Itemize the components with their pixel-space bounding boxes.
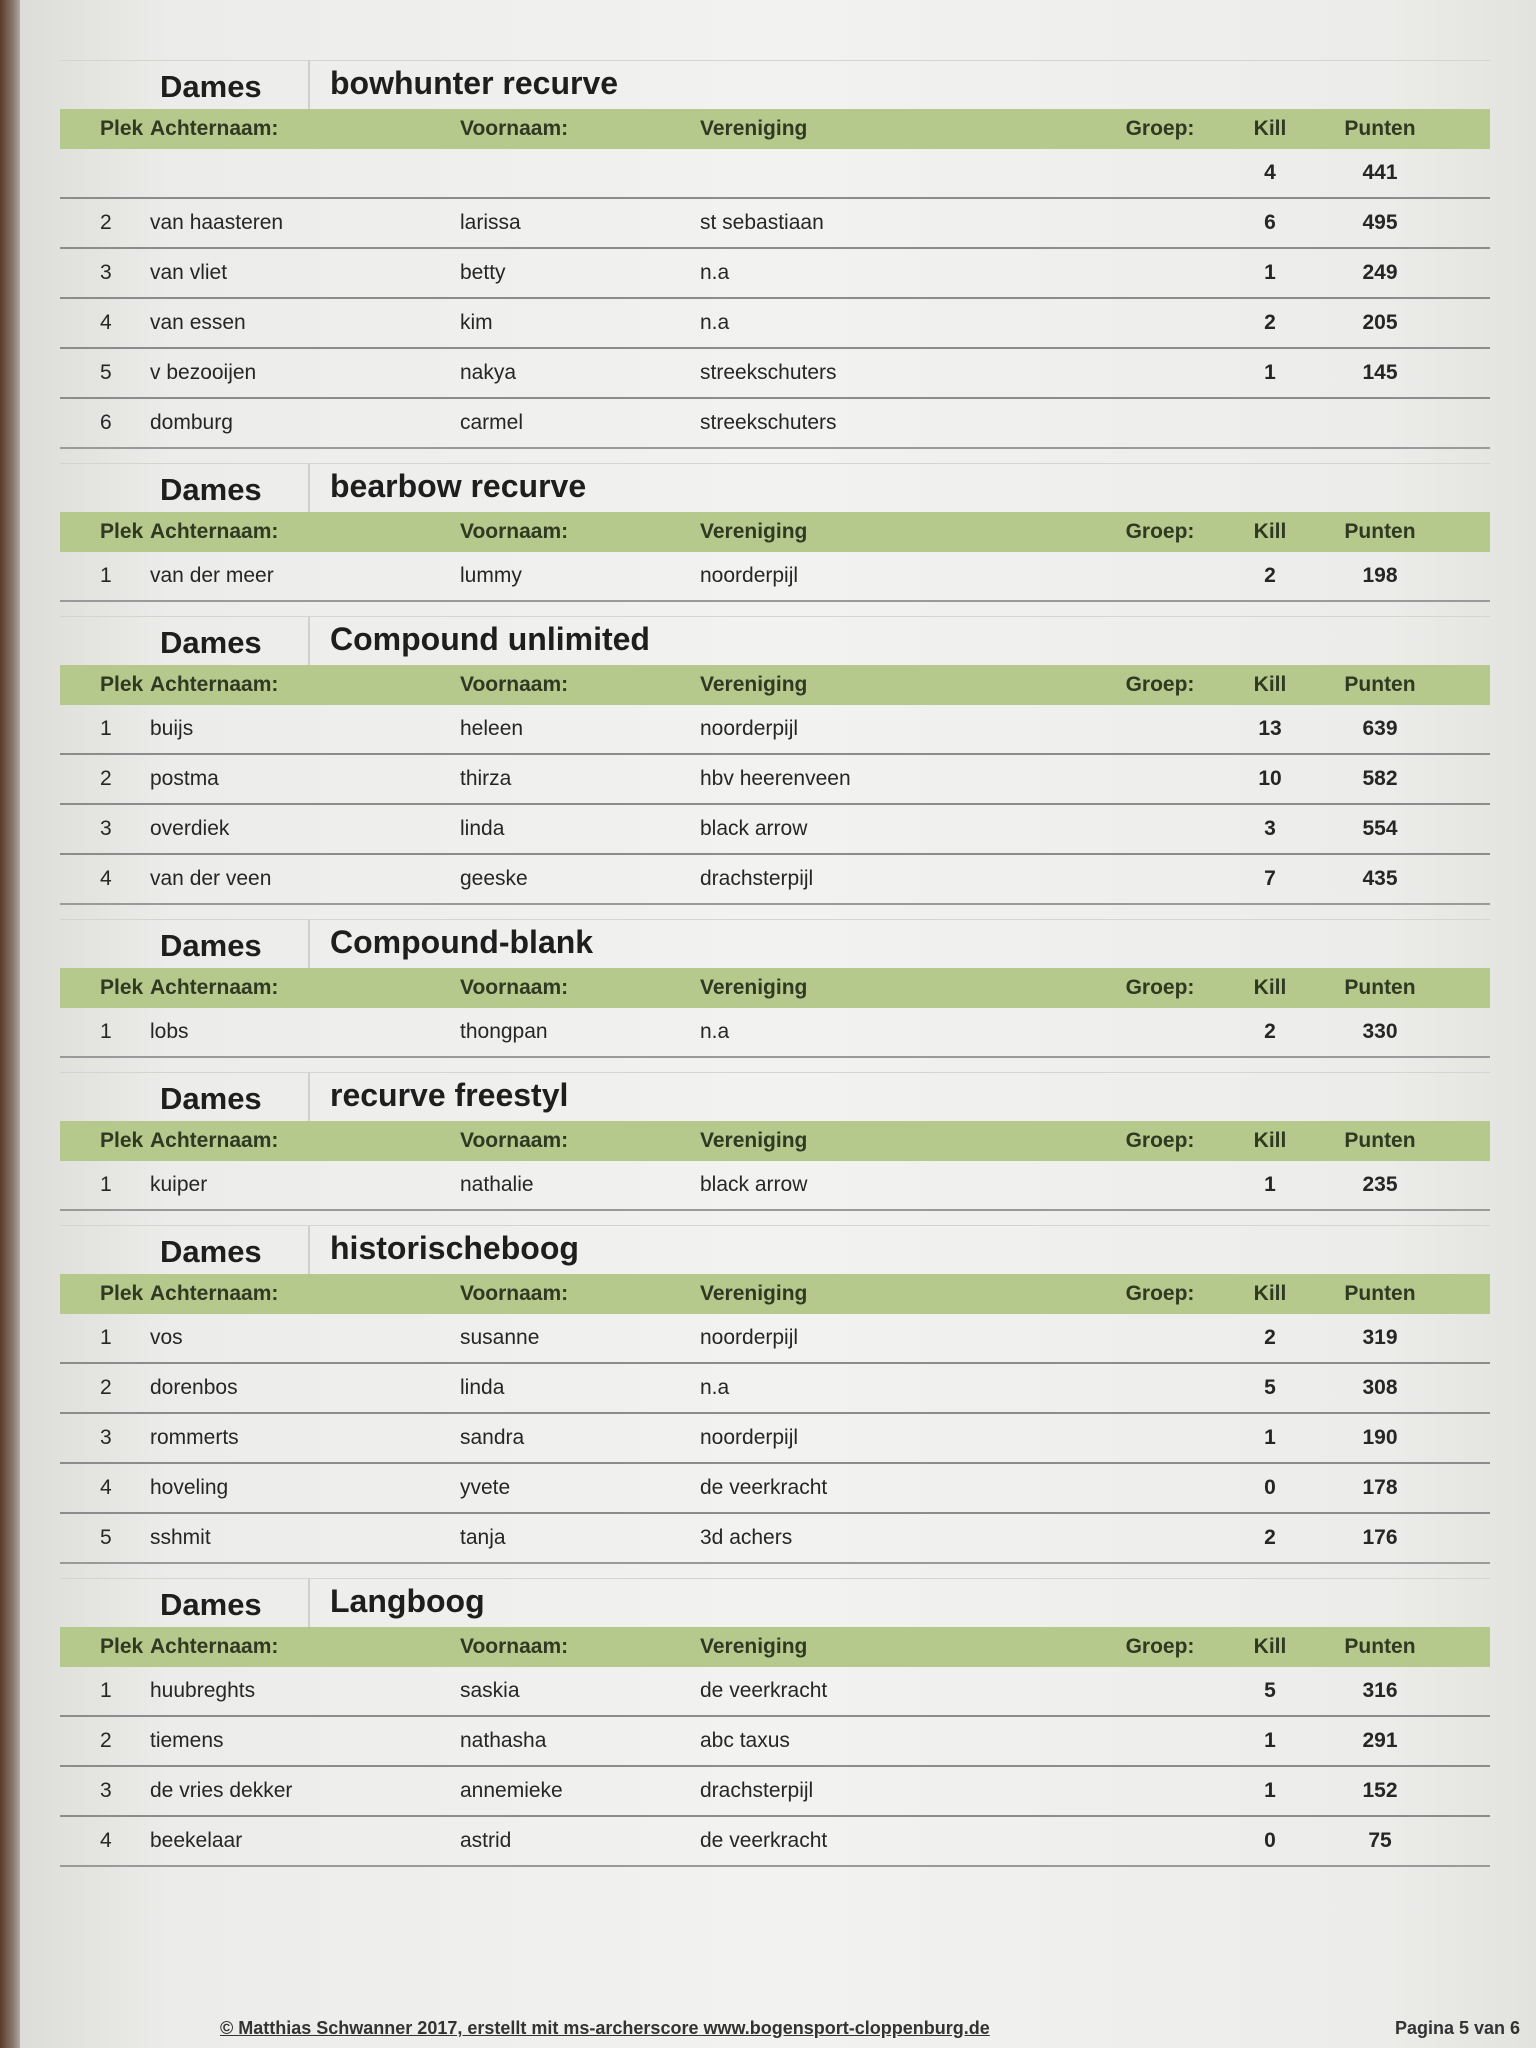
cell-kill: 2	[1264, 1526, 1276, 1549]
column-header-ach: Achternaam:	[150, 1129, 279, 1152]
cell-ver: de veerkracht	[700, 1679, 828, 1702]
column-header-groep: Groep:	[1125, 1282, 1195, 1305]
cell-kill: 2	[1264, 564, 1276, 587]
footer-copyright: © Matthias Schwanner 2017, erstellt mit ms-archerscore www.bogensport-cloppenburg.de	[220, 2018, 990, 2038]
table-row	[60, 1364, 1490, 1414]
cell-plek: 5	[100, 361, 112, 384]
cell-plek: 2	[100, 211, 112, 234]
section-title: Langboog	[330, 1583, 485, 1619]
section-gender: Dames	[60, 920, 310, 968]
table-row	[60, 1414, 1490, 1464]
column-header-voor: Voornaam:	[460, 673, 569, 696]
column-header-voor: Voornaam:	[460, 1635, 569, 1658]
cell-ver: st sebastiaan	[700, 211, 824, 234]
paper-edge	[0, 0, 22, 2048]
cell-ach: beekelaar	[150, 1829, 243, 1852]
table-row	[60, 1514, 1490, 1564]
cell-voor: lummy	[460, 564, 522, 587]
cell-ach: v bezooijen	[150, 361, 257, 384]
cell-punten: 319	[1362, 1326, 1398, 1349]
cell-kill: 2	[1264, 311, 1276, 334]
table-row	[60, 1008, 1490, 1058]
cell-voor: nathasha	[460, 1729, 547, 1752]
cell-plek: 4	[100, 1476, 112, 1499]
cell-voor: sandra	[460, 1426, 525, 1449]
cell-voor: annemieke	[460, 1779, 563, 1802]
cell-ver: noorderpijl	[700, 717, 799, 740]
cell-punten: 582	[1362, 767, 1398, 790]
cell-kill: 5	[1264, 1679, 1276, 1702]
column-header-ver: Vereniging	[700, 1635, 808, 1658]
column-header-punten: Punten	[1344, 1129, 1416, 1152]
section-gender: Dames	[60, 1073, 310, 1121]
cell-plek: 2	[100, 767, 112, 790]
cell-ach: postma	[150, 767, 219, 790]
cell-punten: 441	[1362, 161, 1398, 184]
cell-plek: 3	[100, 817, 112, 840]
cell-plek: 1	[100, 564, 112, 587]
cell-voor: nathalie	[460, 1173, 534, 1196]
cell-plek: 1	[100, 1020, 112, 1043]
column-header-ver: Vereniging	[700, 520, 808, 543]
cell-ach: huubreghts	[150, 1679, 256, 1702]
cell-plek: 4	[100, 1829, 112, 1852]
column-header-kill: Kill	[1253, 1129, 1287, 1152]
column-header-punten: Punten	[1344, 117, 1416, 140]
cell-voor: linda	[460, 817, 505, 840]
cell-ver: n.a	[700, 311, 730, 334]
section-gender: Dames	[60, 1579, 310, 1627]
column-header-plek: Plek	[100, 976, 144, 999]
cell-ach: dorenbos	[150, 1376, 238, 1399]
cell-voor: geeske	[460, 867, 528, 890]
column-header-ver: Vereniging	[700, 976, 808, 999]
results-section	[60, 1072, 1490, 1211]
cell-ach: van haasteren	[150, 211, 284, 234]
cell-voor: carmel	[460, 411, 524, 434]
cell-punten: 152	[1362, 1779, 1398, 1802]
cell-ver: 3d achers	[700, 1526, 793, 1549]
cell-plek: 3	[100, 1779, 112, 1802]
column-header-punten: Punten	[1344, 1282, 1416, 1305]
table-row	[60, 299, 1490, 349]
section-header	[60, 616, 1490, 665]
column-header-ach: Achternaam:	[150, 1282, 279, 1305]
cell-punten: 235	[1362, 1173, 1398, 1196]
section-header	[60, 463, 1490, 512]
column-header-row	[60, 512, 1490, 552]
cell-punten: 145	[1362, 361, 1398, 384]
cell-punten: 554	[1362, 817, 1398, 840]
column-header-plek: Plek	[100, 117, 144, 140]
column-header-row	[60, 1274, 1490, 1314]
cell-voor: astrid	[460, 1829, 512, 1852]
section-header	[60, 919, 1490, 968]
cell-voor: betty	[460, 261, 506, 284]
column-header-kill: Kill	[1253, 1282, 1287, 1305]
column-header-kill: Kill	[1253, 117, 1287, 140]
cell-ach: rommerts	[150, 1426, 239, 1449]
results-section	[60, 919, 1490, 1058]
table-row	[60, 805, 1490, 855]
cell-ver: black arrow	[700, 817, 808, 840]
cell-ach: hoveling	[150, 1476, 229, 1499]
cell-kill: 1	[1264, 1779, 1276, 1802]
cell-punten: 330	[1362, 1020, 1398, 1043]
cell-plek: 3	[100, 261, 112, 284]
results-section	[60, 1578, 1490, 1867]
section-title: historischeboog	[330, 1230, 579, 1266]
column-header-kill: Kill	[1253, 673, 1287, 696]
cell-kill: 13	[1258, 717, 1282, 740]
column-header-ver: Vereniging	[700, 1282, 808, 1305]
cell-ver: de veerkracht	[700, 1476, 828, 1499]
column-header-ver: Vereniging	[700, 117, 808, 140]
column-header-groep: Groep:	[1125, 1635, 1195, 1658]
cell-voor: thongpan	[460, 1020, 548, 1043]
cell-ach: vos	[150, 1326, 183, 1349]
column-header-kill: Kill	[1253, 976, 1287, 999]
cell-kill: 10	[1258, 767, 1282, 790]
cell-kill: 0	[1264, 1476, 1276, 1499]
cell-kill: 2	[1264, 1020, 1276, 1043]
column-header-punten: Punten	[1344, 520, 1416, 543]
column-header-plek: Plek	[100, 1635, 144, 1658]
cell-punten: 198	[1362, 564, 1398, 587]
column-header-row	[60, 968, 1490, 1008]
cell-ver: n.a	[700, 261, 730, 284]
column-header-groep: Groep:	[1125, 117, 1195, 140]
cell-punten: 639	[1362, 717, 1398, 740]
column-header-ach: Achternaam:	[150, 520, 279, 543]
column-header-voor: Voornaam:	[460, 1282, 569, 1305]
cell-punten: 316	[1362, 1679, 1398, 1702]
section-gender: Dames	[60, 617, 310, 665]
column-header-ach: Achternaam:	[150, 117, 279, 140]
cell-voor: tanja	[460, 1526, 506, 1549]
cell-ver: drachsterpijl	[700, 867, 814, 890]
cell-plek: 4	[100, 867, 112, 890]
column-header-ach: Achternaam:	[150, 673, 279, 696]
column-header-plek: Plek	[100, 673, 144, 696]
column-header-row	[60, 1627, 1490, 1667]
table-row	[60, 149, 1490, 199]
results-section	[60, 60, 1490, 449]
cell-kill: 7	[1264, 867, 1276, 890]
column-header-groep: Groep:	[1125, 976, 1195, 999]
column-header-punten: Punten	[1344, 1635, 1416, 1658]
cell-ver: drachsterpijl	[700, 1779, 814, 1802]
section-header	[60, 1578, 1490, 1627]
column-header-voor: Voornaam:	[460, 1129, 569, 1152]
cell-plek: 1	[100, 717, 112, 740]
cell-voor: yvete	[460, 1476, 511, 1499]
cell-ver: de veerkracht	[700, 1829, 828, 1852]
cell-ver: streekschuters	[700, 411, 837, 434]
column-header-row	[60, 1121, 1490, 1161]
cell-ach: overdiek	[150, 817, 230, 840]
cell-punten: 435	[1362, 867, 1398, 890]
cell-ach: van der veen	[150, 867, 272, 890]
cell-punten: 495	[1362, 211, 1398, 234]
cell-ach: kuiper	[150, 1173, 208, 1196]
footer-page-number: Pagina 5 van 6	[1394, 2018, 1520, 2038]
column-header-kill: Kill	[1253, 520, 1287, 543]
paper-sheet	[20, 0, 1536, 2048]
column-header-ver: Vereniging	[700, 1129, 808, 1152]
column-header-groep: Groep:	[1125, 673, 1195, 696]
table-row	[60, 1667, 1490, 1717]
cell-ach: van der meer	[150, 564, 274, 587]
cell-ver: n.a	[700, 1376, 730, 1399]
table-row	[60, 1161, 1490, 1211]
cell-punten: 249	[1362, 261, 1398, 284]
column-header-row	[60, 109, 1490, 149]
cell-plek: 1	[100, 1679, 112, 1702]
cell-kill: 1	[1264, 1173, 1276, 1196]
cell-kill: 3	[1264, 817, 1276, 840]
column-header-groep: Groep:	[1125, 1129, 1195, 1152]
column-header-ach: Achternaam:	[150, 1635, 279, 1658]
column-header-row	[60, 665, 1490, 705]
cell-voor: heleen	[460, 717, 524, 740]
cell-plek: 4	[100, 311, 112, 334]
section-title: Compound-blank	[330, 924, 594, 960]
cell-plek: 5	[100, 1526, 112, 1549]
cell-punten: 178	[1362, 1476, 1398, 1499]
table-row	[60, 399, 1490, 449]
cell-plek: 2	[100, 1729, 112, 1752]
section-header	[60, 1072, 1490, 1121]
results-section	[60, 616, 1490, 905]
column-header-punten: Punten	[1344, 976, 1416, 999]
table-row	[60, 1717, 1490, 1767]
column-header-groep: Groep:	[1125, 520, 1195, 543]
cell-kill: 5	[1264, 1376, 1276, 1399]
cell-punten: 308	[1362, 1376, 1398, 1399]
cell-voor: kim	[460, 311, 493, 334]
column-header-kill: Kill	[1253, 1635, 1287, 1658]
column-header-ver: Vereniging	[700, 673, 808, 696]
table-row	[60, 349, 1490, 399]
cell-kill: 1	[1264, 361, 1276, 384]
cell-voor: susanne	[460, 1326, 540, 1349]
section-gender: Dames	[60, 1226, 310, 1274]
cell-ver: hbv heerenveen	[700, 767, 851, 790]
cell-punten: 205	[1362, 311, 1398, 334]
cell-ach: domburg	[150, 411, 233, 434]
cell-ach: buijs	[150, 717, 194, 740]
cell-ach: van vliet	[150, 261, 228, 284]
results-document	[60, 60, 1490, 1881]
cell-punten: 291	[1362, 1729, 1398, 1752]
column-header-plek: Plek	[100, 1129, 144, 1152]
column-header-plek: Plek	[100, 520, 144, 543]
column-header-voor: Voornaam:	[460, 117, 569, 140]
cell-ver: noorderpijl	[700, 564, 799, 587]
cell-kill: 6	[1264, 211, 1276, 234]
cell-plek: 3	[100, 1426, 112, 1449]
cell-ver: abc taxus	[700, 1729, 790, 1752]
table-row	[60, 755, 1490, 805]
page-footer	[220, 2018, 1520, 2039]
cell-kill: 1	[1264, 1426, 1276, 1449]
cell-ver: noorderpijl	[700, 1326, 799, 1349]
cell-voor: linda	[460, 1376, 505, 1399]
section-gender: Dames	[60, 464, 310, 512]
cell-ach: lobs	[150, 1020, 189, 1043]
table-row	[60, 552, 1490, 602]
cell-kill: 2	[1264, 1326, 1276, 1349]
section-header	[60, 60, 1490, 109]
results-section	[60, 1225, 1490, 1564]
cell-punten: 190	[1362, 1426, 1398, 1449]
cell-kill: 0	[1264, 1829, 1276, 1852]
cell-plek: 1	[100, 1173, 112, 1196]
cell-kill: 1	[1264, 1729, 1276, 1752]
section-gender: Dames	[60, 61, 310, 109]
table-row	[60, 855, 1490, 905]
cell-voor: nakya	[460, 361, 517, 384]
table-row	[60, 1817, 1490, 1867]
cell-ach: sshmit	[150, 1526, 211, 1549]
cell-plek: 6	[100, 411, 112, 434]
column-header-voor: Voornaam:	[460, 976, 569, 999]
cell-kill: 4	[1264, 161, 1276, 184]
column-header-punten: Punten	[1344, 673, 1416, 696]
cell-ver: black arrow	[700, 1173, 808, 1196]
cell-voor: thirza	[460, 767, 512, 790]
column-header-ach: Achternaam:	[150, 976, 279, 999]
cell-ach: tiemens	[150, 1729, 224, 1752]
column-header-voor: Voornaam:	[460, 520, 569, 543]
cell-ach: de vries dekker	[150, 1779, 293, 1802]
cell-ver: streekschuters	[700, 361, 837, 384]
cell-kill: 1	[1264, 261, 1276, 284]
table-row	[60, 1314, 1490, 1364]
cell-punten: 176	[1362, 1526, 1398, 1549]
table-row	[60, 199, 1490, 249]
table-row	[60, 705, 1490, 755]
cell-voor: larissa	[460, 211, 521, 234]
table-row	[60, 1464, 1490, 1514]
section-title: bearbow recurve	[330, 468, 587, 504]
section-title: bowhunter recurve	[330, 65, 619, 101]
table-row	[60, 1767, 1490, 1817]
section-title: Compound unlimited	[330, 621, 650, 657]
column-header-plek: Plek	[100, 1282, 144, 1305]
cell-plek: 1	[100, 1326, 112, 1349]
cell-ver: n.a	[700, 1020, 730, 1043]
cell-ver: noorderpijl	[700, 1426, 799, 1449]
results-section	[60, 463, 1490, 602]
section-title: recurve freestyl	[330, 1077, 569, 1113]
section-header	[60, 1225, 1490, 1274]
table-row	[60, 249, 1490, 299]
cell-punten: 75	[1368, 1829, 1392, 1852]
cell-ach: van essen	[150, 311, 246, 334]
cell-voor: saskia	[460, 1679, 520, 1702]
cell-plek: 2	[100, 1376, 112, 1399]
